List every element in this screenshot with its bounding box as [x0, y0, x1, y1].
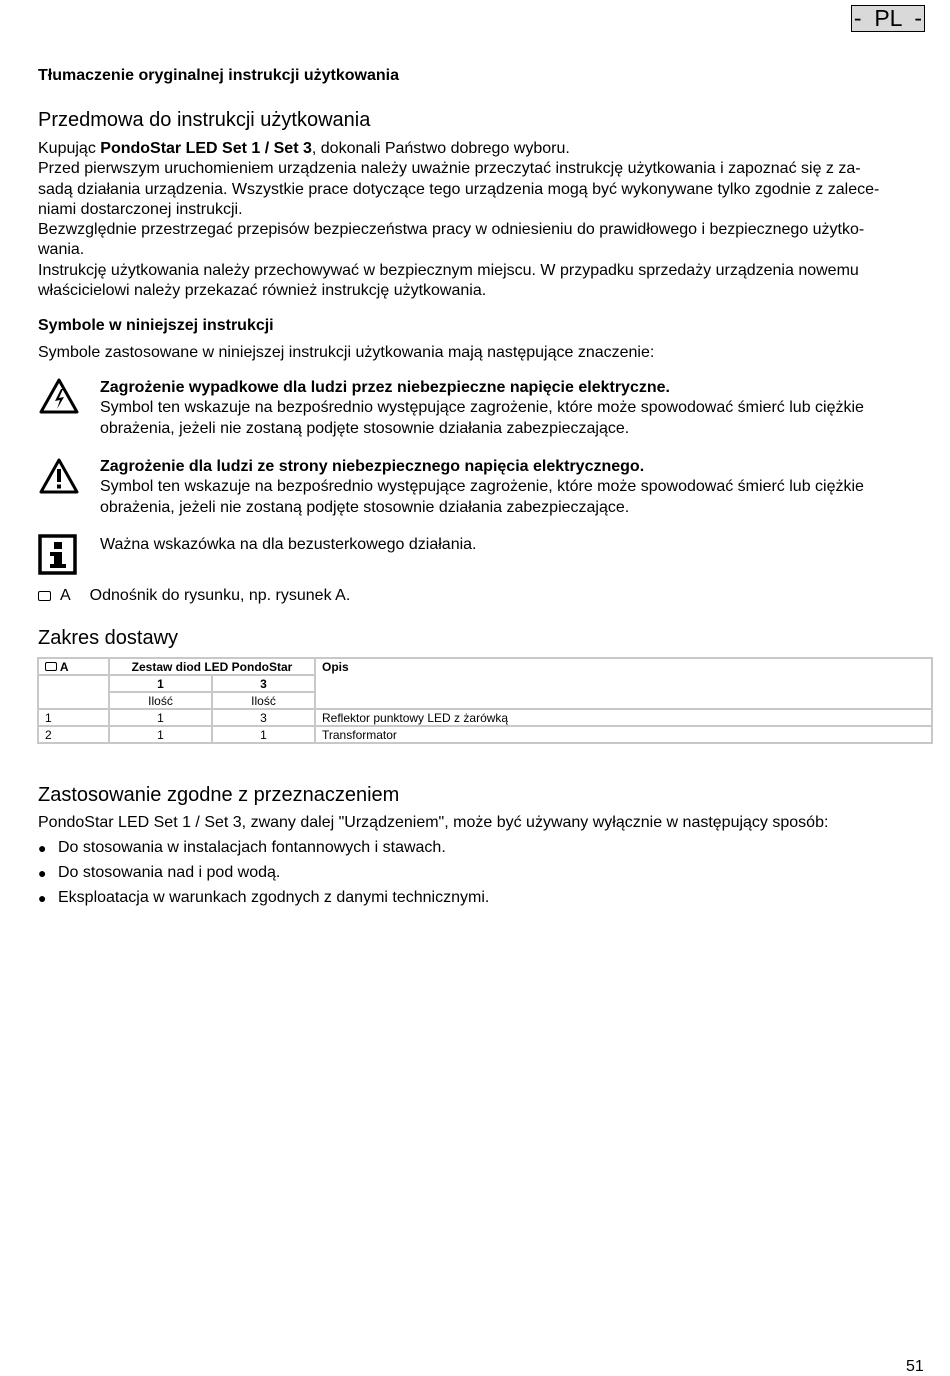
bullet-icon: ● — [38, 840, 47, 856]
table-header-row — [38, 658, 932, 675]
symbol-desc-line: Symbol ten wskazuje na bezpośrednio występujące zagrożenie, które może spowodować śmierć lub ciężkie — [100, 478, 864, 496]
figure-ref-text: Odnośnik do rysunku, np. rysunek A. — [89, 587, 351, 604]
product-name: PondoStar LED Set 1 / Set 3 — [100, 140, 312, 157]
table-row — [38, 726, 932, 743]
list-item-text: Do stosowania w instalacjach fontannowych i stawach. — [58, 839, 446, 856]
figure-square-icon — [45, 662, 57, 671]
language-badge: - PL - — [851, 5, 925, 32]
intro-suffix: , dokonali Państwo dobrego wyboru. — [311, 140, 570, 157]
page-number: 51 — [906, 1358, 924, 1375]
symbols-heading: Symbole w niniejszej instrukcji — [38, 317, 274, 334]
table-cell-desc: Transformator — [315, 726, 932, 743]
electric-hazard-icon — [38, 377, 80, 420]
bullet-icon: ● — [38, 890, 47, 906]
list-item — [38, 839, 489, 864]
table-header-qty1: Ilość — [109, 692, 212, 709]
intended-use-intro: PondoStar LED Set 1 / Set 3, zwany dalej "Urządzeniem", może być używany wyłącznie w następujący sposób: — [38, 814, 829, 831]
preface-line: Instrukcję użytkowania należy przechowywać w bezpiecznym miejscu. W przypadku sprzedaży urządzenia nowemu — [38, 261, 859, 279]
list-item — [38, 889, 489, 914]
symbols-intro: Symbole zastosowane w niniejszej instrukcji użytkowania mają następujące znaczenie: — [38, 344, 655, 361]
table-header-set: Zestaw diod LED PondoStar — [109, 658, 315, 675]
symbol-desc-line: Symbol ten wskazuje na bezpośrednio występujące zagrożenie, które może spowodować śmierć lub ciężkie — [100, 399, 864, 417]
table-cell-qty1: 1 — [109, 726, 212, 743]
table-header-desc: Opis — [315, 658, 932, 709]
table-empty-cell — [38, 692, 109, 709]
symbol-item-warning — [100, 457, 925, 518]
table-cell-qty3: 1 — [212, 726, 315, 743]
bullet-icon: ● — [38, 865, 47, 881]
figure-square-icon — [38, 591, 51, 601]
table-cell-desc: Reflektor punktowy LED z żarówką — [315, 709, 932, 726]
table-row — [38, 709, 932, 726]
symbol-item-info — [100, 535, 925, 555]
table-empty-cell — [38, 675, 109, 692]
symbol-title: Ważna wskazówka na dla bezusterkowego działania. — [100, 536, 477, 553]
general-warning-icon — [38, 457, 80, 500]
table-header-qty3: Ilość — [212, 692, 315, 709]
table-header-figure — [38, 658, 109, 675]
document-subtitle: Tłumaczenie oryginalnej instrukcji użytkowania — [38, 67, 399, 84]
preface-line: Bezwzględnie przestrzegać przepisów bezpieczeństwa pracy w odniesieniu do prawidłowego i bezpiecznego użytko- — [38, 221, 865, 239]
figure-letter: A — [60, 587, 71, 604]
symbol-title: Zagrożenie dla ludzi ze strony niebezpiecznego napięcia elektrycznego. — [100, 458, 645, 475]
table-header-set3: 3 — [212, 675, 315, 692]
intended-use-list — [38, 839, 489, 914]
intro-prefix: Kupując — [38, 140, 101, 157]
scope-heading: Zakres dostawy — [38, 627, 179, 649]
list-item-text: Eksploatacja w warunkach zgodnych z danymi technicznymi. — [58, 889, 490, 906]
table-cell-no: 2 — [38, 726, 109, 743]
table-cell-qty1: 1 — [109, 709, 212, 726]
intended-use-heading: Zastosowanie zgodne z przeznaczeniem — [38, 784, 400, 806]
table-cell-qty3: 3 — [212, 709, 315, 726]
preface-body — [38, 139, 925, 301]
preface-line: właścicielowi należy przekazać również instrukcję użytkowania. — [38, 282, 487, 300]
preface-line: sadą działania urządzenia. Wszystkie prace dotyczące tego urządzenia mogą być wykonywane tylko zgodnie z zalece- — [38, 180, 880, 198]
preface-intro — [38, 139, 925, 159]
symbol-desc-line: obrażenia, jeżeli nie zostaną podjęte stosownie działania zabezpieczające. — [100, 498, 630, 516]
preface-line: Przed pierwszym uruchomieniem urządzenia należy uważnie przeczytać instrukcję użytkowania i zapoznać się z za- — [38, 160, 861, 178]
symbol-desc-line: obrażenia, jeżeli nie zostaną podjęte stosownie działania zabezpieczające. — [100, 419, 630, 437]
figure-reference — [38, 587, 350, 605]
preface-heading: Przedmowa do instrukcji użytkowania — [38, 109, 371, 131]
table-header-set1: 1 — [109, 675, 212, 692]
info-icon — [38, 534, 78, 581]
figure-letter: A — [59, 659, 69, 674]
list-item-text: Do stosowania nad i pod wodą. — [58, 864, 281, 881]
preface-line: niami dostarczonej instrukcji. — [38, 200, 243, 218]
delivery-table — [37, 657, 933, 744]
symbol-title: Zagrożenie wypadkowe dla ludzi przez niebezpieczne napięcie elektryczne. — [100, 379, 670, 396]
preface-line: wania. — [38, 241, 85, 259]
list-item — [38, 864, 489, 889]
table-cell-no: 1 — [38, 709, 109, 726]
symbol-item-electric — [100, 378, 925, 439]
